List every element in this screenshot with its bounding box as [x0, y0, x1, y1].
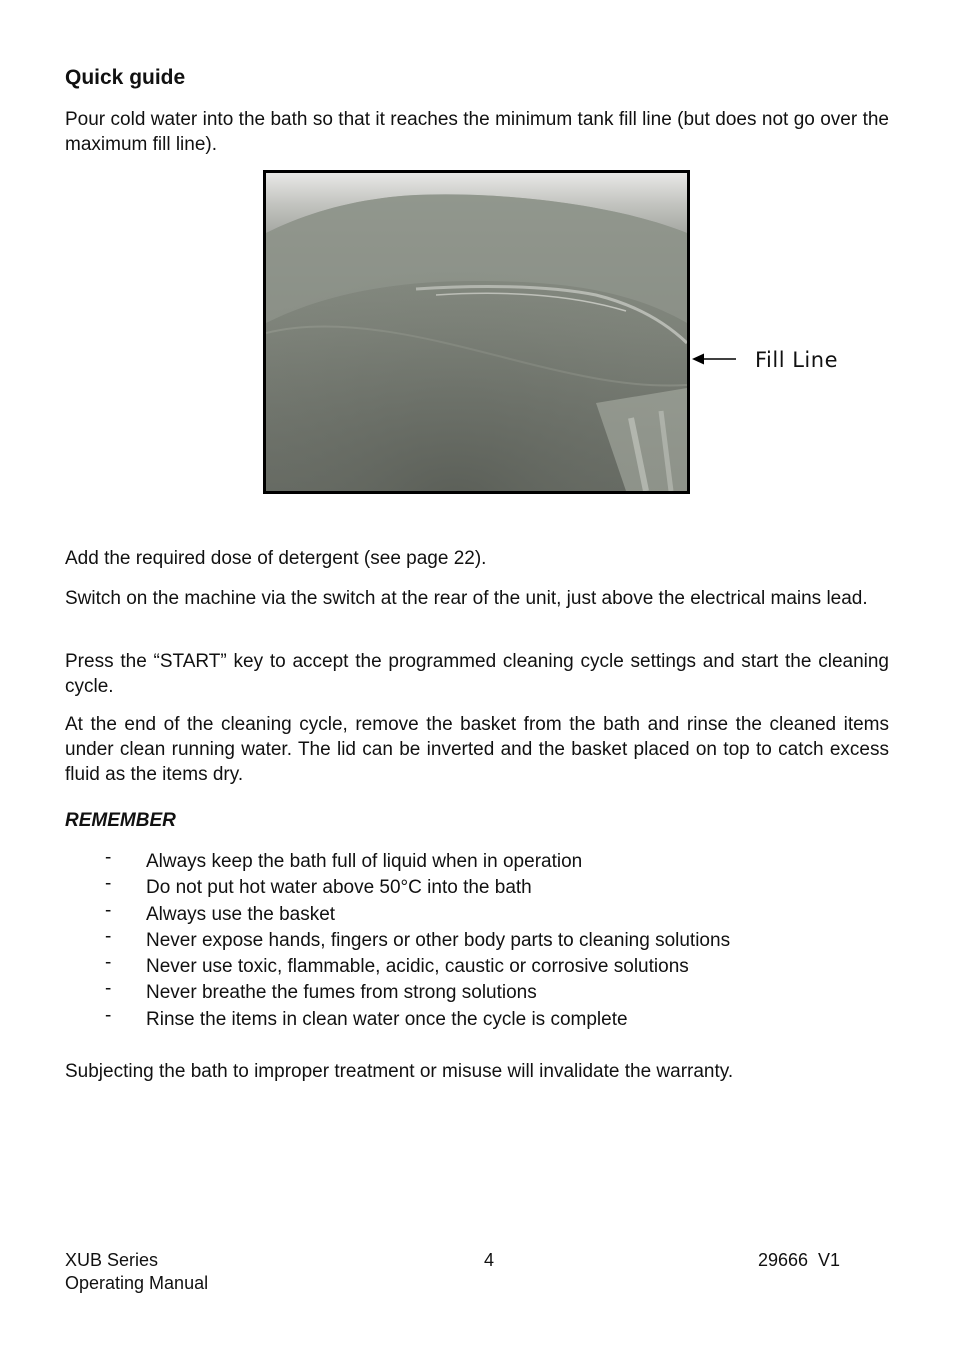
- dash-bullet: -: [105, 873, 112, 895]
- step-press-start: Press the “START” key to accept the programmed cleaning cycle settings and start the cleaning cycle.: [65, 651, 889, 697]
- list-item-text: Always keep the bath full of liquid when in operation: [146, 851, 583, 872]
- fill-line-label: Fill Line: [755, 348, 838, 372]
- list-item: [105, 875, 730, 901]
- dash-bullet: -: [105, 952, 112, 974]
- list-item: [105, 925, 731, 954]
- step-detergent: Add the required dose of detergent (see page 22).: [65, 548, 487, 569]
- step-switch-on: Switch on the machine via the switch at the rear of the unit, just above the electrical mains lead.: [65, 588, 868, 609]
- list-item: [105, 899, 730, 928]
- arrow-left-icon: [692, 352, 736, 366]
- footer-manual: Operating Manual: [65, 1273, 209, 1293]
- step-rinse: At the end of the cleaning cycle, remove the basket from the bath and rinse the cleaned items under clean running water. The lid can be inverted and the basket placed on top to catch excess fluid as the items dry.: [65, 714, 889, 785]
- remember-heading: REMEMBER: [65, 810, 176, 831]
- footer-series: XUB Series: [65, 1250, 159, 1270]
- list-item: [105, 1004, 730, 1033]
- remember-list: [105, 849, 730, 1033]
- dash-bullet: -: [105, 899, 112, 921]
- page-title: Quick guide: [65, 66, 186, 89]
- footer-left: [65, 1249, 208, 1295]
- list-item: [105, 980, 730, 1006]
- list-item-text: Never breathe the fumes from strong solutions: [146, 982, 537, 1004]
- intro-paragraph: Pour cold water into the bath so that it reaches the minimum tank fill line (but does not go over the maximum fill line).: [65, 109, 889, 155]
- dash-bullet: -: [105, 847, 112, 868]
- list-item: [105, 954, 730, 980]
- dash-bullet: -: [105, 1004, 112, 1026]
- list-item-text: Always use the basket: [146, 903, 336, 925]
- page-number: 4: [484, 1250, 495, 1270]
- dash-bullet: -: [105, 925, 112, 947]
- dash-bullet: -: [105, 978, 112, 1000]
- tank-photo: [263, 170, 690, 494]
- document-code: 29666 V1: [758, 1250, 841, 1270]
- list-item-text: Never expose hands, fingers or other body parts to cleaning solutions: [146, 929, 731, 951]
- list-item: [105, 849, 730, 875]
- tank-illustration: [266, 173, 687, 491]
- warranty-note: Subjecting the bath to improper treatment or misuse will invalidate the warranty.: [65, 1061, 734, 1082]
- list-item-text: Never use toxic, flammable, acidic, caustic or corrosive solutions: [146, 956, 689, 978]
- list-item-text: Rinse the items in clean water once the cycle is complete: [146, 1008, 628, 1030]
- list-item-text: Do not put hot water above 50°C into the bath: [146, 877, 532, 899]
